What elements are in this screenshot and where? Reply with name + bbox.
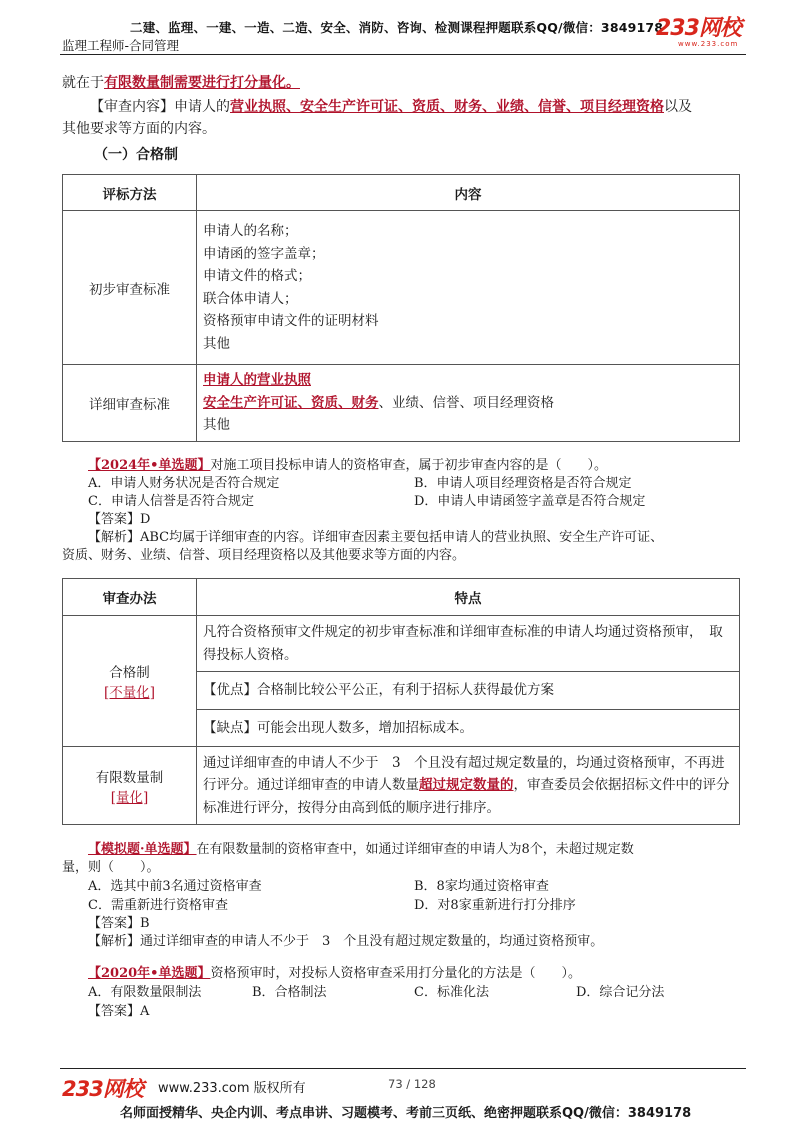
review-label: 【审查内容】申请人的 (90, 99, 230, 115)
question-1-analysis-1: 【解析】ABC均属于详细审查的内容。详细审查因素主要包括申请人的营业执照、安全生产许可证、 (88, 530, 664, 545)
row-label-detailed: 详细审查标准 (63, 365, 197, 442)
footer-copyright: www.233.com 版权所有 (158, 1081, 306, 1096)
logo-text: 233网校 (656, 16, 741, 41)
intro-line-1 (62, 72, 742, 94)
question-1-tag: 【2024年•单选题】 (88, 458, 211, 473)
option-b: B．合格制法 (252, 985, 327, 1000)
tag-not-quantified: [不量化] (103, 685, 156, 701)
question-2-analysis: 【解析】通过详细审查的申请人不少于 3 个且没有超过规定数量的，均通过资格预审。 (88, 934, 604, 949)
review-highlight: 营业执照、安全生产许可证、资质、财务、业绩、信誉、项目经理资格 (230, 99, 664, 115)
footer-logo: 233网校 (62, 1077, 143, 1101)
review-content-line (62, 96, 742, 118)
footer-contact-line: 名师面授精华、央企内训、考点串讲、习题模考、考前三页纸、绝密押题联系QQ/微信：3849178 (120, 1106, 692, 1121)
option-b: B．申请人项目经理资格是否符合规定 (414, 476, 632, 491)
question-2-text-2: 量，则（ ）。 (62, 860, 160, 875)
header-divider (60, 54, 746, 55)
brand-logo (656, 18, 742, 50)
header-subtitle: 监理工程师-合同管理 (62, 38, 180, 53)
list-item: 申请人的名称； (203, 223, 298, 239)
review-method-table (62, 578, 740, 825)
section-heading: （一）合格制 (94, 147, 178, 163)
list-item: 申请函的签字盖章； (203, 245, 325, 262)
option-d: D．申请人申请函签字盖章是否符合规定 (414, 494, 646, 509)
list-item: 申请人的营业执照 (203, 372, 311, 388)
limited-highlight: 超过规定数量的 (419, 777, 514, 794)
evaluation-method-table (62, 174, 740, 442)
table2-header-feature: 特点 (197, 579, 740, 616)
option-a: A．申请人财务状况是否符合规定 (88, 476, 280, 491)
detailed-criteria-list (197, 365, 740, 442)
question-2-answer: 【答案】B (88, 916, 150, 931)
table1-header-content: 内容 (197, 175, 740, 211)
list-item: 申请文件的格式； (203, 268, 311, 284)
method-limited: 有限数量制 (95, 769, 164, 786)
list-item: 其他 (203, 335, 230, 352)
table2-header-method: 审查办法 (63, 579, 197, 616)
row-label-preliminary: 初步审查标准 (63, 211, 197, 365)
logo-url: www.233.com (678, 40, 739, 48)
detailed-suffix: 、业绩、信誉、项目经理资格 (378, 394, 554, 411)
option-c: C．标准化法 (414, 985, 489, 1000)
list-item (203, 392, 733, 415)
list-item: 其他 (203, 417, 230, 433)
qualified-pros: 【优点】合格制比较公平公正，有利于招标人获得最优方案 (197, 672, 740, 710)
table-row (63, 365, 740, 442)
limited-text-b: ，审查委员会依据招标文件中的评分标准进行评分，按得分由高到低的顺序进行排序。 (203, 777, 730, 816)
limited-description (197, 747, 740, 825)
question-3-stem (88, 964, 581, 984)
intro-line-3: 其他要求等方面的内容。 (62, 121, 216, 137)
option-a: A．有限数量限制法 (88, 985, 202, 1000)
question-3-tag: 【2020年•单选题】 (88, 966, 211, 981)
question-3-answer: 【答案】A (88, 1004, 150, 1019)
question-2-text-1: 在有限数量制的资格审查中，如通过详细审查的申请人为8个，未超过规定数 (196, 842, 634, 857)
question-1-stem (88, 456, 607, 476)
list-item: 联合体申请人； (203, 290, 298, 307)
detailed-highlight: 安全生产许可证、资质、财务 (203, 394, 379, 411)
limited-text-a: 通过详细审查的申请人不少于 3 个且没有超过规定数量的，均通过资格预审，不再进行评分。通过详细审查的申请人数量 (203, 754, 725, 794)
intro-prefix: 就在于 (62, 75, 104, 91)
qualified-cons: 【缺点】可能会出现人数多，增加招标成本。 (197, 710, 740, 747)
question-2-tag: 【模拟题·单选题】 (88, 842, 197, 857)
option-c: C．申请人信誉是否符合规定 (88, 494, 254, 509)
preliminary-criteria-list (197, 211, 740, 365)
row-label-limited (63, 747, 197, 825)
question-1-text: 对施工项目投标申请人的资格审查，属于初步审查内容的是（ ）。 (210, 458, 608, 473)
table-row (63, 747, 740, 825)
table-row (63, 211, 740, 365)
tag-quantified: [量化] (110, 789, 149, 806)
option-d: D．对8家重新进行打分排序 (414, 898, 576, 913)
option-d: D．综合记分法 (576, 985, 665, 1000)
intro-highlight: 有限数量制需要进行打分量化。 (104, 75, 300, 91)
question-3-text: 资格预审时，对投标人资格审查采用打分量化的方法是（ ）。 (210, 966, 582, 981)
qualified-description: 凡符合资格预审文件规定的初步审查标准和详细审查标准的申请人均通过资格预审， 取得投标人资格。 (197, 616, 740, 672)
question-2-stem (88, 840, 634, 860)
review-suffix: 以及 (664, 99, 692, 115)
row-label-qualified (63, 616, 197, 747)
list-item: 资格预审申请文件的证明材料 (203, 313, 379, 329)
question-1-analysis-2: 资质、财务、业绩、信誉、项目经理资格以及其他要求等方面的内容。 (62, 548, 466, 563)
table-row (63, 616, 740, 672)
option-c: C．需重新进行资格审查 (88, 898, 228, 913)
question-1-answer: 【答案】D (88, 512, 151, 527)
table1-header-method: 评标方法 (63, 175, 197, 211)
method-qualified: 合格制 (109, 665, 150, 681)
header-contact-line: 二建、监理、一建、一造、二造、安全、消防、咨询、检测课程押题联系QQ/微信：3849178 (130, 20, 664, 35)
option-a: A．选其中前3名通过资格审查 (88, 879, 262, 894)
page-number: 73 / 128 (388, 1077, 436, 1091)
option-b: B．8家均通过资格审查 (414, 879, 549, 894)
footer-divider (60, 1068, 746, 1069)
